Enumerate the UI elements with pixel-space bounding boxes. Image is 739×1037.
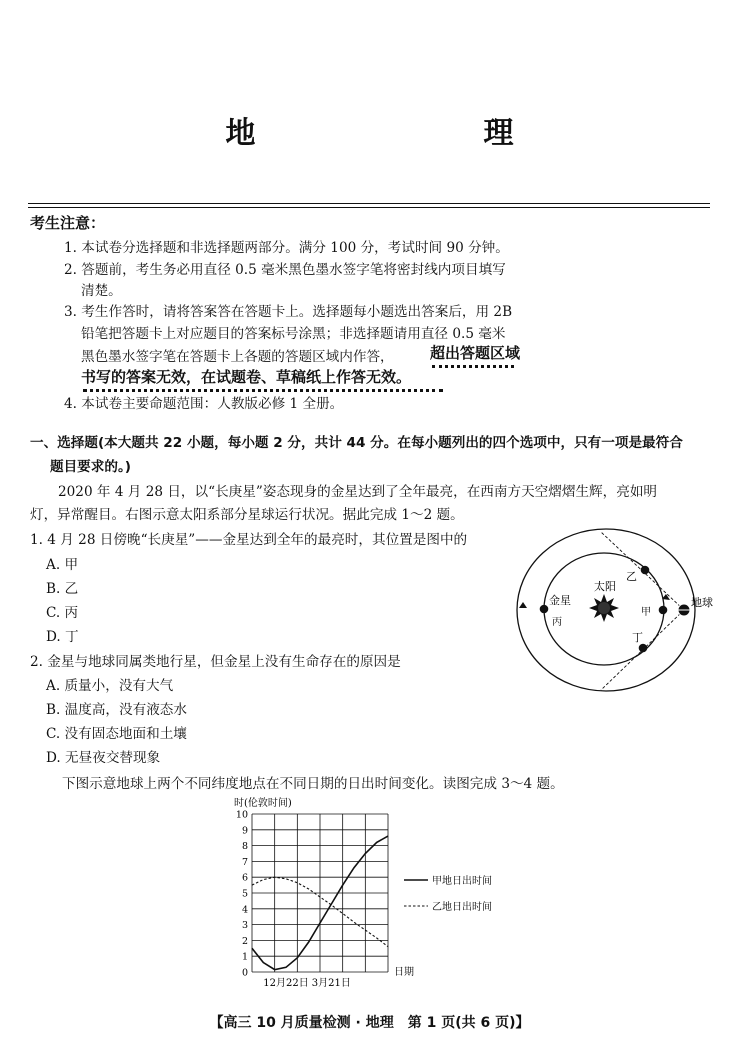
y-tick-label: 10 <box>235 809 248 821</box>
y-tick-label: 3 <box>241 920 248 932</box>
position-ding: 丁 <box>632 631 643 644</box>
notice-item-2-line1: 2. 答题前，考生务必用直径 0.5 毫米黑色墨水签字笔将密封线内项目填写 <box>64 262 506 278</box>
q1-stem: 1. 4 月 28 日傍晚“长庚星”——金星达到全年的最亮时，其位置是图中的 <box>30 532 468 548</box>
emphasis-dots-1 <box>432 365 514 368</box>
q1-option-d: D. 丁 <box>46 629 79 645</box>
page-title: 地 理 <box>225 116 570 151</box>
venus-dot <box>540 605 549 614</box>
position-ding-dot <box>639 644 648 653</box>
y-tick-label: 4 <box>241 904 248 916</box>
y-tick-label: 5 <box>241 888 248 900</box>
position-yi: 乙 <box>626 570 637 583</box>
position-jia: 甲 <box>641 607 651 618</box>
sunrise-chart <box>224 794 524 990</box>
q1-option-a: A. 甲 <box>46 557 79 573</box>
sun-core <box>598 602 610 614</box>
earth-label: 地球 <box>691 596 713 609</box>
q2-option-b: B. 温度高，没有液态水 <box>46 702 187 718</box>
orbit-arrow-left <box>519 602 527 608</box>
position-jia-dot <box>659 606 668 615</box>
y-tick-label: 1 <box>241 951 248 963</box>
q1-option-b: B. 乙 <box>46 581 79 597</box>
legend-label-1: 甲地日出时间 <box>432 876 492 887</box>
header-rule-thick <box>28 203 710 204</box>
notice-item-2-line2: 清楚。 <box>81 283 122 299</box>
sun-label: 太阳 <box>594 580 616 593</box>
section1-heading-line1: 一、选择题(本大题共 22 小题，每小题 2 分，共计 44 分。在每小题列出的四个选项中，只有一项是最符合 <box>30 435 683 451</box>
q2-stem: 2. 金星与地球同属类地行星，但金星上没有生命存在的原因是 <box>30 654 401 670</box>
notice-item-4: 4. 本试卷主要命题范围：人教版必修 1 全册。 <box>64 396 344 412</box>
notice-item-1: 1. 本试卷分选择题和非选择题两部分。满分 100 分，考试时间 90 分钟。 <box>64 240 509 256</box>
q2-option-c: C. 没有固态地面和土壤 <box>46 726 187 742</box>
intro-line2: 灯，异常醒目。右图示意太阳系部分星球运行状况。据此完成 1～2 题。 <box>30 507 464 523</box>
notice-item-3-line3: 黑色墨水签字笔在答题卡上各题的答题区域内作答， <box>81 349 394 365</box>
intro2: 下图示意地球上两个不同纬度地点在不同日期的日出时间变化。读图完成 3～4 题。 <box>62 776 564 792</box>
notice-heading: 考生注意： <box>30 214 106 232</box>
x-tick-label: 3月21日 <box>311 978 351 989</box>
footer: 【高三 10 月质量检测 · 地理 第 1 页(共 6 页)】 <box>209 1015 530 1031</box>
y-tick-label: 6 <box>241 872 248 884</box>
x-axis-title: 日期 <box>394 967 414 978</box>
y-tick-label: 0 <box>241 967 248 979</box>
y-axis-title: 时(伦敦时间) <box>234 798 292 809</box>
q2-option-a: A. 质量小，没有大气 <box>46 678 174 694</box>
intro-line1: 2020 年 4 月 28 日，以“长庚星”姿态现身的金星达到了全年最亮，在西南方天空熠熠生辉，亮如明 <box>58 484 658 500</box>
y-tick-label: 2 <box>241 935 248 947</box>
q1-option-c: C. 丙 <box>46 605 79 621</box>
position-bing: 丙 <box>552 617 562 628</box>
x-tick-label: 12月22日 <box>263 978 309 989</box>
notice-item-3-line1: 3. 考生作答时，请将答案答在答题卡上。选择题每小题选出答案后，用 2B <box>64 304 513 320</box>
notice-item-3-line2: 铅笔把答题卡上对应题目的答案标号涂黑；非选择题请用直径 0.5 毫米 <box>81 326 506 342</box>
section1-heading-line2: 题目要求的。) <box>50 459 131 475</box>
notice-item-3-emphasis-2: 书写的答案无效，在试题卷、草稿纸上作答无效。 <box>81 368 412 386</box>
q2-option-d: D. 无昼夜交替现象 <box>46 750 161 766</box>
notice-item-3-emphasis-1: 超出答题区域 <box>430 344 521 362</box>
y-tick-label: 7 <box>241 856 248 868</box>
legend-label-2: 乙地日出时间 <box>432 902 492 913</box>
header-rule-thin <box>28 207 710 208</box>
y-tick-label: 8 <box>241 841 248 853</box>
venus-label: 金星 <box>549 594 571 607</box>
orbit-diagram <box>506 524 716 694</box>
position-yi-dot <box>641 566 650 575</box>
y-tick-label: 9 <box>241 825 248 837</box>
